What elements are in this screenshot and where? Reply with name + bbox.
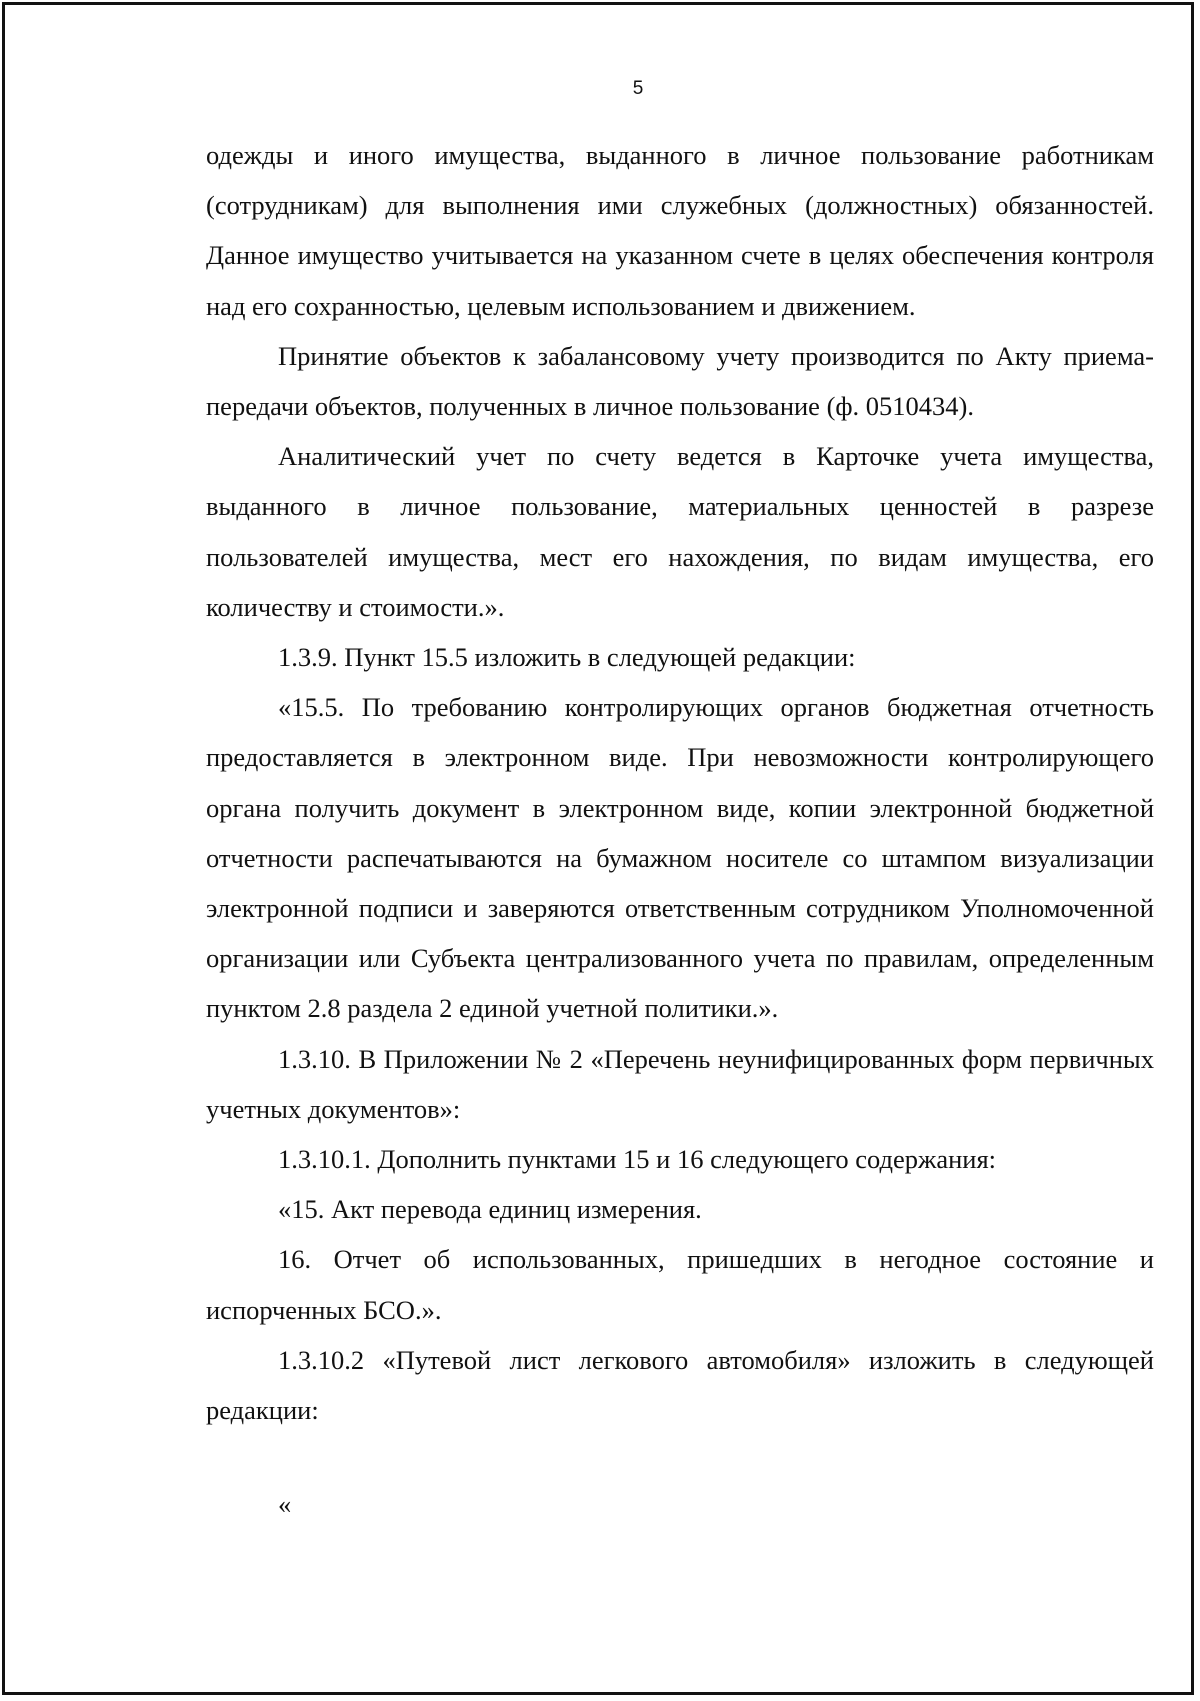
- page-number: 5: [632, 78, 644, 99]
- paragraph-item-1-3-10-2: 1.3.10.2 «Путевой лист легкового автомобиля» изложить в следующей редакции:: [206, 1344, 1154, 1426]
- paragraph-property-description: одежды и иного имущества, выданного в личное пользование работникам (сотрудникам) для выполнения ими служебных (должностных) обязанностей. Данное имущество учитывается на указанном счете в целях обеспечения контроля над его сохранностью, целевым использованием и движением.: [206, 140, 1154, 321]
- paragraph-item-16: 16. Отчет об использованных, пришедших в негодное состояние и испорченных БСО.».: [206, 1244, 1154, 1325]
- paragraph-acceptance-act: Принятие объектов к забалансовому учету производится по Акту приема-передачи объектов, полученных в личное пользование (ф. 0510434).: [206, 340, 1154, 422]
- paragraph-item-1-3-9: 1.3.9. Пункт 15.5 изложить в следующей редакции:: [278, 642, 856, 673]
- paragraph-item-1-3-10: 1.3.10. В Приложении № 2 «Перечень неунифицированных форм первичных учетных документов»:: [206, 1043, 1154, 1124]
- paragraph-item-15: «15. Акт перевода единиц измерения.: [278, 1194, 702, 1225]
- paragraph-item-15-5: «15.5. По требованию контролирующих органов бюджетная отчетность предоставляется в электронном виде. При невозможности контролирующего органа получить документ в электронном виде, копии электронной бюджетной отчетности распечатываются на бумажном носителе со штампом визуализации электронной подписи и заверяются ответственным сотрудником Уполномоченной организации или Субъекта централизованного учета по правилам, определенным пунктом 2.8 раздела 2 единой учетной политики.».: [206, 692, 1154, 1024]
- paragraph-analytical-accounting: Аналитический учет по счету ведется в Карточке учета имущества, выданного в личное пользование, материальных ценностей в разрезе пользователей имущества, мест его нахождения, по видам имущества, его количеству и стоимости.».: [206, 441, 1154, 622]
- document-body: [206, 130, 1154, 1529]
- spacer: [206, 1435, 1154, 1479]
- closing-quote: «: [278, 1489, 292, 1520]
- paragraph-item-1-3-10-1: 1.3.10.1. Дополнить пунктами 15 и 16 следующего содержания:: [278, 1144, 997, 1175]
